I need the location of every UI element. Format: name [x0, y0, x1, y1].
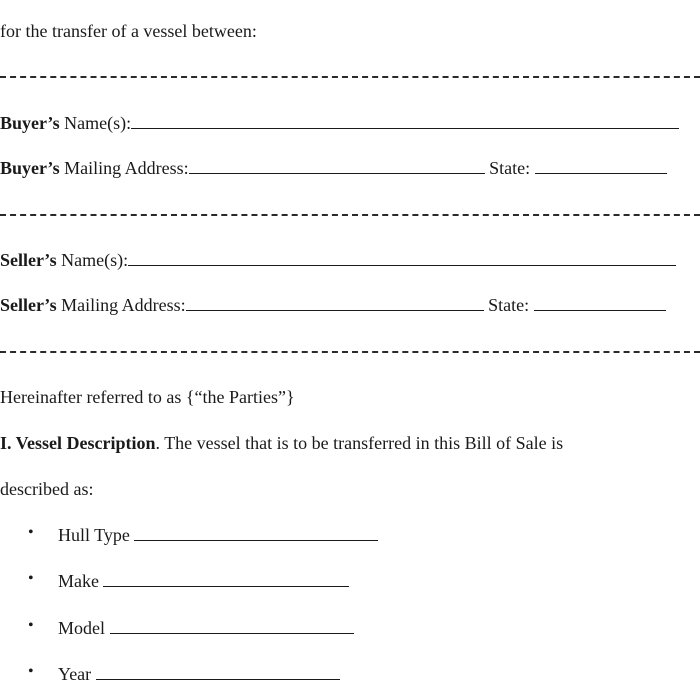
buyer-name-field[interactable] — [131, 112, 679, 129]
buyer-address-field[interactable] — [189, 157, 485, 174]
buyer-state-field[interactable] — [535, 157, 667, 174]
make-row — [58, 570, 349, 592]
hull-type-row — [58, 524, 378, 546]
seller-label: Seller’s — [0, 295, 57, 315]
model-row — [58, 617, 354, 639]
buyer-address-row — [0, 157, 667, 179]
make-field[interactable] — [103, 570, 349, 587]
parties-text: Hereinafter referred to as {“the Parties”} — [0, 387, 295, 407]
seller-label: Seller’s — [0, 250, 57, 270]
seller-name-field[interactable] — [128, 249, 676, 266]
hull-type-label: Hull Type — [58, 525, 130, 545]
buyer-name-label: Name(s): — [64, 113, 132, 133]
section-vessel-description — [0, 432, 563, 454]
year-label: Year — [58, 664, 92, 684]
buyer-label: Buyer’s — [0, 158, 60, 178]
divider — [0, 76, 700, 78]
bullet-icon: • — [28, 570, 34, 587]
section-text-continued: described as: — [0, 479, 94, 499]
buyer-address-label: Mailing Address: — [64, 158, 189, 178]
seller-state-field[interactable] — [534, 294, 666, 311]
seller-address-row — [0, 294, 666, 316]
intro-text: for the transfer of a vessel between: — [0, 21, 257, 41]
bullet-icon: • — [28, 524, 34, 541]
seller-name-label: Name(s): — [61, 250, 129, 270]
model-field[interactable] — [110, 617, 354, 634]
divider — [0, 351, 700, 353]
hull-type-field[interactable] — [134, 524, 378, 541]
seller-address-label: Mailing Address: — [61, 295, 186, 315]
bullet-icon: • — [28, 617, 34, 634]
section-heading: I. Vessel Description — [0, 433, 156, 453]
buyer-name-row — [0, 112, 679, 134]
seller-state-label: State: — [488, 295, 530, 315]
buyer-state-label: State: — [489, 158, 531, 178]
bullet-icon: • — [28, 663, 34, 680]
buyer-label: Buyer’s — [0, 113, 60, 133]
divider — [0, 214, 700, 216]
year-row — [58, 663, 340, 685]
year-field[interactable] — [96, 663, 340, 680]
model-label: Model — [58, 618, 105, 638]
section-text: . The vessel that is to be transferred in this Bill of Sale is — [155, 433, 564, 453]
seller-name-row — [0, 249, 676, 271]
seller-address-field[interactable] — [186, 294, 484, 311]
make-label: Make — [58, 571, 99, 591]
